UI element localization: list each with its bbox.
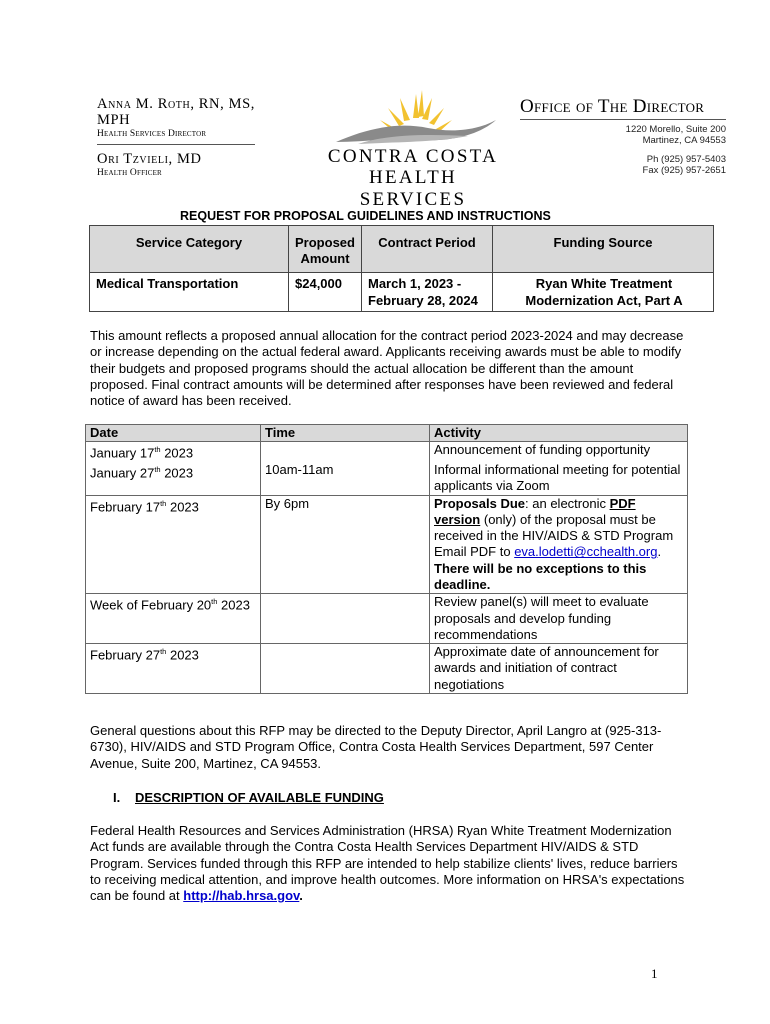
activity-cell: Review panel(s) will meet to evaluate proposals and develop funding recommendations [430,594,688,644]
header-funding-source: Funding Source [493,226,714,273]
date-cell: January 27th 2023 [86,462,261,495]
letterhead-right [520,96,728,176]
activity-cell: Announcement of funding opportunity [430,442,688,462]
questions-paragraph: General questions about this RFP may be directed to the Deputy Director, April Langro at (925-313-6730), HIV/AIDS and STD Program Office, Contra Costa Health Services Department, 597 Center Avenue, Suite 200, Martinez, CA 94553. [90,723,662,771]
timeline-table [85,424,688,694]
address-line2: Martinez, CA 94553 [642,135,726,146]
document-title: REQUEST FOR PROPOSAL GUIDELINES AND INSTRUCTIONS [180,209,551,223]
director-name: Anna M. Roth, RN, MS, MPH [97,96,255,128]
timeline-row [86,462,688,495]
header-activity: Activity [430,425,688,442]
time-cell [261,594,430,644]
time-cell [261,644,430,694]
allocation-paragraph: This amount reflects a proposed annual allocation for the contract period 2023-2024 and may decrease or increase depending on the actual federal award. Applicants receiving awards must be able to modify their budgets and proposed programs should the actual allocation be different than the amount proposed. Final contract amounts will be determined after responses have been reviewed and federal notice of award has been received. [90,328,684,409]
date-cell: January 17th 2023 [86,442,261,462]
section-number: I. [113,790,121,805]
header-contract-period: Contract Period [362,226,493,273]
officer-name: Ori Tzvieli, MD [97,151,202,167]
office-title: Office of The Director [520,96,705,117]
proposals-due-label: Proposals Due [434,495,526,511]
timeline-row [86,644,688,694]
office-address [520,124,728,176]
email-link[interactable]: eva.lodetti@cchealth.org [514,544,658,560]
date-cell: February 17th 2023 [86,495,261,594]
fax-number: Fax (925) 957-2651 [642,165,726,176]
header-time: Time [261,425,430,442]
funding-source-value: Ryan White Treatment Modernization Act, Part A [493,273,714,312]
timeline-row [86,594,688,644]
logo-text-line2: HEALTH SERVICES [359,167,467,210]
timeline-header-row [86,425,688,442]
summary-header-row [90,226,714,273]
activity-cell: Approximate date of announcement for awards and initiation of contract negotiations [430,644,688,694]
summary-table [89,225,714,312]
timeline-row [86,442,688,462]
date-cell: Week of February 20th 2023 [86,594,261,644]
timeline-row [86,495,688,594]
time-cell: 10am-11am [261,462,430,495]
activity-cell: Proposals Due: an electronic PDF version (only) of the proposal must be received in the HIV/AIDS & STD Program Email PDF to eva.lodetti@cchealth.org. There will be no exceptions to this deadline. [430,495,688,594]
summary-row [90,273,714,312]
deadline-warning: There will be no exceptions to this deadline. [434,560,647,592]
contract-period-value: March 1, 2023 - February 28, 2024 [362,273,493,312]
time-cell [261,442,430,462]
header-proposed-amount: Proposed Amount [289,226,362,273]
divider [520,119,726,120]
proposed-amount-value: $24,000 [289,273,362,312]
officer-title: Health Officer [97,168,162,178]
page-number: 1 [651,966,658,981]
header-date: Date [86,425,261,442]
director-title: Health Services Director [97,129,207,139]
header-service-category: Service Category [90,226,289,273]
divider [97,144,255,145]
service-category-value: Medical Transportation [90,273,289,312]
date-cell: February 27th 2023 [86,644,261,694]
address-line1: 1220 Morello, Suite 200 [625,124,726,135]
letterhead-left [97,96,257,179]
activity-cell: Informal informational meeting for potential applicants via Zoom [430,462,688,495]
logo-text-line1: CONTRA COSTA [327,146,499,167]
pdf-version-text: PDF version [434,495,636,527]
hrsa-link[interactable]: http://hab.hrsa.gov [183,888,300,904]
time-cell: By 6pm [261,495,430,594]
section-heading [113,790,384,805]
phone-number: Ph (925) 957-5403 [646,154,726,165]
section-title: DESCRIPTION OF AVAILABLE FUNDING [135,790,384,805]
funding-description-paragraph: Federal Health Resources and Services Administration (HRSA) Ryan White Treatment Modernization Act funds are available through the Contra Costa Health Services Department HIV/AIDS & STD Program. Services funded through this RFP are intended to help stabilize clients' lives, reduce barriers to receiving medical attention, and improve health outcomes. More information on HRSA's expectations can be found at http://hab.hrsa.gov. [90,823,685,904]
